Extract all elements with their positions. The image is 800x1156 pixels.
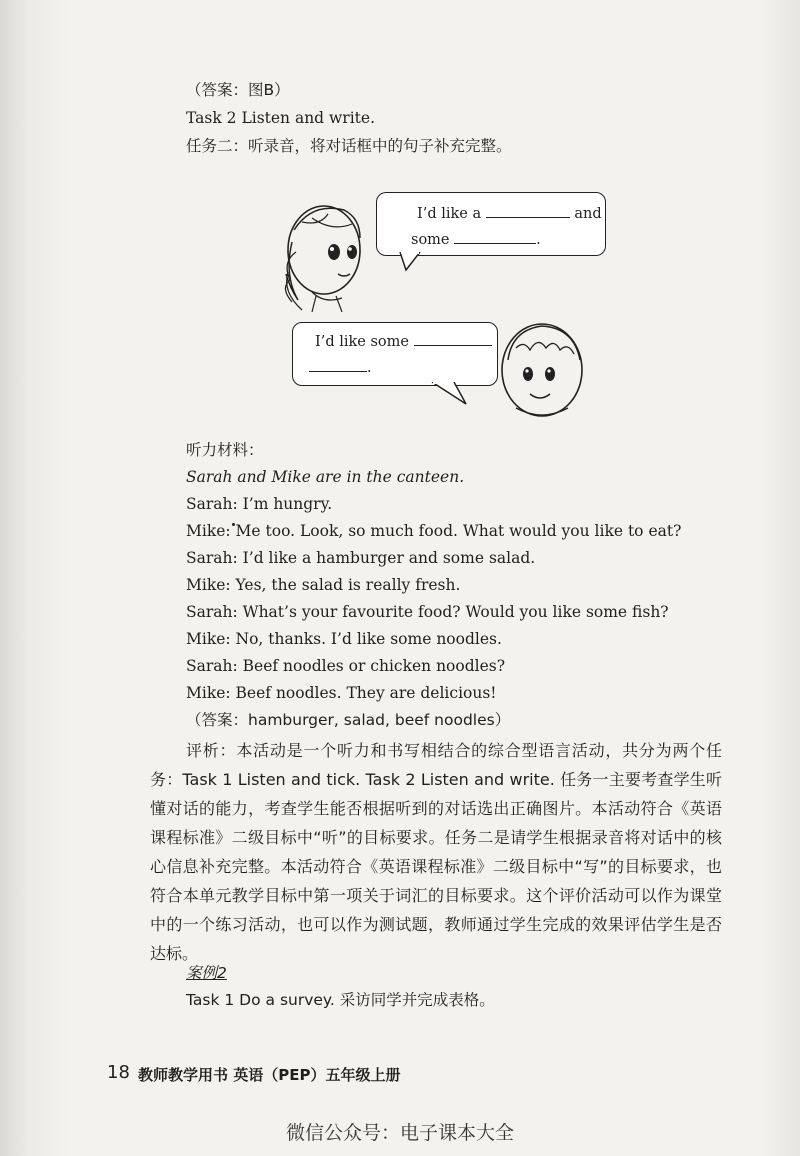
script-line: Mike: Yes, the salad is really fresh.	[186, 576, 461, 594]
script-line: Sarah: I’m hungry.	[186, 495, 333, 513]
script-setting: Sarah and Mike are in the canteen.	[186, 468, 465, 486]
girl-bubble-text-1: I’d like a	[417, 206, 482, 222]
girl-bubble-tail	[398, 252, 428, 272]
blank-food-2[interactable]	[454, 229, 536, 244]
girl-speech-bubble	[376, 192, 606, 256]
girl-bubble-period: .	[536, 232, 541, 248]
boy-bubble-tail	[430, 382, 470, 406]
script-answer: （答案：hamburger, salad, beef noodles）	[186, 711, 511, 729]
blank-food-1[interactable]	[486, 203, 570, 218]
boy-speech-bubble	[292, 322, 498, 386]
script-line: Sarah: What’s your favourite food? Would you like some fish?	[186, 603, 669, 621]
script-line: Sarah: I’d like a hamburger and some salad.	[186, 549, 536, 567]
book-title: 教师教学用书 英语（PEP）五年级上册	[138, 1066, 401, 1084]
task2-instruction: 任务二：听录音，将对话框中的句子补充完整。	[186, 137, 512, 155]
task2-heading: Task 2 Listen and write.	[186, 109, 375, 127]
analysis-paragraph: 评析：本活动是一个听力和书写相结合的综合型语言活动，共分为两个任务：Task 1 Listen and tick. Task 2 Listen and write. 任务一主要考查学生听懂对话的能力，考查学生能否根据听到的对话选出正确图片。本活动符合《英语课程标准》二级目标中“听”的目标要求。任务二是请学生根据录音将对话中的核心信息补充完整。本活动符合《英语课程标准》二级目标中“写”的目标要求，也符合本单元教学目标中第一项关于词汇的目标要求。这个评价活动可以作为课堂中的一个练习活动，也可以作为测试题，教师通过学生完成的效果评估学生是否达标。	[150, 741, 722, 963]
blank-food-4[interactable]	[309, 357, 367, 372]
girl-bubble-text-2: some	[411, 232, 450, 248]
boy-bubble-period: .	[367, 360, 372, 376]
script-line: Mike: Me too. Look, so much food. What would you like to eat?	[186, 522, 682, 540]
watermark-text: 微信公众号：电子课本大全	[285, 1122, 514, 1144]
case2-title: 案例2	[186, 964, 227, 982]
script-line: Sarah: Beef noodles or chicken noodles?	[186, 657, 506, 675]
script-line: Mike: No, thanks. I’d like some noodles.	[186, 630, 502, 648]
case2-task1: Task 1 Do a survey. 采访同学并完成表格。	[186, 991, 495, 1009]
page-number: 18	[107, 1062, 130, 1083]
blank-food-3[interactable]	[414, 331, 492, 346]
script-heading: 听力材料：	[186, 441, 264, 459]
girl-bubble-text-and: and	[574, 206, 602, 222]
boy-illustration	[494, 318, 588, 424]
boy-bubble-text-1: I’d like some	[315, 334, 409, 350]
answer-b: （答案：图B）	[186, 81, 290, 99]
script-line: Mike: Beef noodles. They are delicious!	[186, 684, 497, 702]
